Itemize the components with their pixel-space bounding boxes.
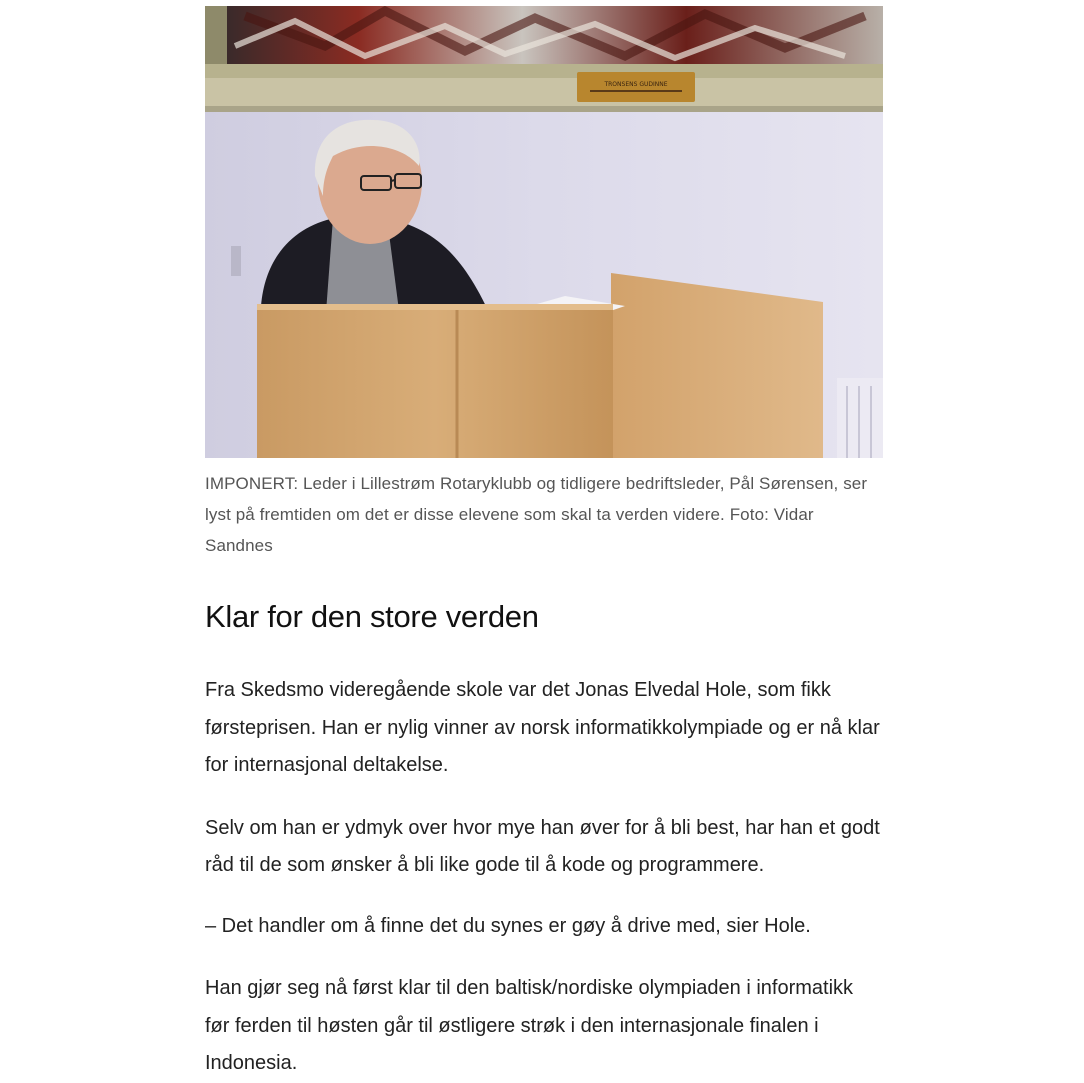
article-paragraph: Selv om han er ydmyk over hvor mye han øver for å bli best, har han et godt råd til de som ønsker å bli like gode til å kode og programmere. [205,816,880,876]
article-quote: – Det handler om å finne det du synes er gøy å drive med, sier Hole. [205,914,811,937]
article [205,6,883,1083]
section-heading: Klar for den store verden [205,599,539,634]
photo-caption: IMPONERT: Leder i Lillestrøm Rotaryklubb og tidligere bedriftsleder, Pål Sørensen, ser lyst på fremtiden om det er disse elevene som skal ta verden videre. Foto: Vidar Sandnes [205,474,868,555]
article-paragraph: Fra Skedsmo videregående skole var det Jonas Elvedal Hole, som fikk førsteprisen. Han er nylig vinner av norsk informatikkolympiade og er nå klar for internasjonal deltakelse. [205,679,880,776]
article-paragraph: Han gjør seg nå først klar til den baltisk/nordiske olympiaden i informatikk før ferden til høsten går til østligere strøk i den internasjonale finalen i Indonesia. [205,977,854,1074]
article-photo [205,6,883,458]
svg-text:TRONSENS GUDINNE: TRONSENS GUDINNE [604,81,668,88]
article-figure [205,6,883,561]
